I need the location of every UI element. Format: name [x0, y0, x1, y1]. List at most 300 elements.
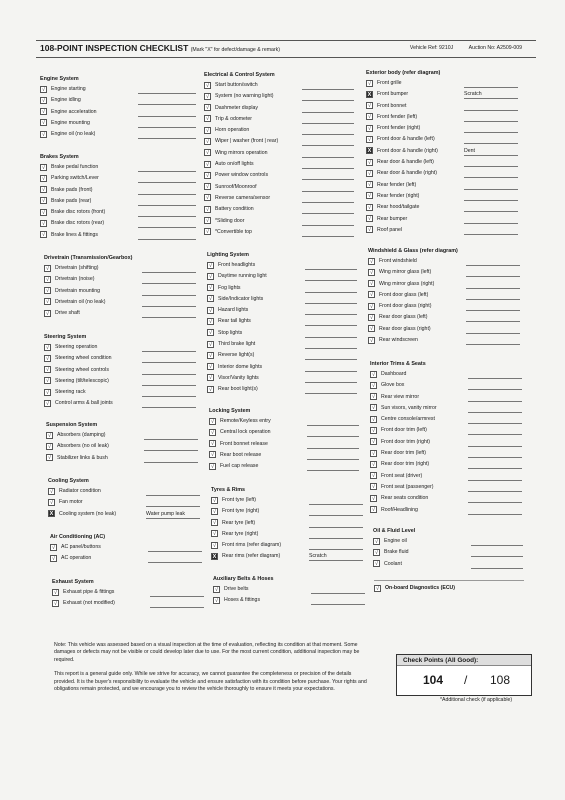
header-refs: [396, 45, 522, 51]
checkbox[interactable]: √: [212, 520, 217, 527]
checkbox[interactable]: √: [205, 195, 210, 202]
checklist-item-label: Remote/Keyless entry: [220, 418, 271, 424]
checklist-row: [366, 191, 518, 202]
checkbox[interactable]: √: [367, 125, 372, 132]
checkbox[interactable]: √: [41, 198, 46, 205]
checklist-title: [40, 43, 280, 53]
checkbox[interactable]: √: [208, 273, 213, 280]
checkbox[interactable]: √: [208, 364, 213, 371]
belts-section-title: Auxiliary Belts & Hoses: [213, 576, 274, 582]
checkbox[interactable]: √: [53, 589, 58, 596]
checklist-row: [368, 290, 520, 301]
checklist-item-label: Wing mirrors operation: [215, 149, 268, 156]
checklist-item-label: Front tyre (left): [222, 497, 257, 503]
checklist-item-label: Steering rack: [55, 389, 86, 396]
checklist-item-label: *Sliding door: [215, 217, 245, 224]
obd-checkbox[interactable]: √: [375, 585, 380, 592]
checklist-item-label: Roof panel: [377, 226, 403, 233]
remark-line: [142, 272, 196, 273]
checklist-item-label: Steering wheel controls: [55, 366, 109, 373]
checkbox[interactable]: √: [47, 455, 52, 462]
checkbox[interactable]: √: [45, 378, 50, 385]
checklist-item-label: Sun visors, vanity mirror: [381, 404, 437, 411]
remark-line: [468, 446, 522, 447]
checkbox[interactable]: √: [369, 281, 374, 288]
checklist-item-label: Radiator condition: [59, 488, 101, 494]
checklist-row: [40, 107, 196, 118]
auction-no: Auction No: A2509-009: [468, 45, 522, 51]
checkbox[interactable]: √: [41, 120, 46, 127]
remark-line: [302, 236, 354, 237]
checkbox[interactable]: √: [210, 429, 215, 436]
remark-line: [302, 213, 354, 214]
checklist-row: [366, 101, 518, 112]
checkbox[interactable]: √: [45, 310, 50, 317]
checkbox[interactable]: √: [367, 227, 372, 234]
checkbox[interactable]: √: [41, 232, 46, 239]
checkbox[interactable]: √: [371, 382, 376, 389]
checklist-item-label: Engine oil: [384, 538, 407, 544]
remark-line: [468, 491, 522, 492]
remark-line: [305, 314, 357, 315]
checklist-item-label: Fog lights: [218, 284, 241, 291]
checklist-row: [52, 598, 204, 609]
checkbox[interactable]: √: [371, 416, 376, 423]
checkbox[interactable]: √: [205, 116, 210, 123]
checklist-row: [204, 182, 354, 193]
checkbox[interactable]: √: [369, 258, 374, 265]
remark-line: [466, 321, 520, 322]
checkbox[interactable]: √: [371, 427, 376, 434]
inspection-note: Note: This vehicle was assessed based on a visual inspection at the time of evaluation, reflecting its condition at that moment. Some damages or defects may not be visible or could develop later due to use. For the most current condition, additional inspection may be required.: [54, 642, 360, 663]
checkbox[interactable]: √: [49, 499, 54, 506]
title-text: 108-POINT INSPECTION CHECKLIST: [40, 43, 189, 53]
section-drivetrain: [44, 253, 196, 319]
checklist-item-label: Side/Indicator lights: [218, 295, 264, 302]
checklist-item-label: AC operation: [61, 555, 92, 562]
checkbox[interactable]: √: [41, 175, 46, 182]
checklist-item-label: Front bonnet: [377, 102, 407, 109]
checklist-row: [211, 518, 363, 529]
checklist-row: [373, 559, 523, 570]
remark-line: [307, 425, 359, 426]
checkbox[interactable]: √: [371, 461, 376, 468]
checkbox[interactable]: √: [367, 204, 372, 211]
checklist-item-label: Cooling system (no leak): [59, 510, 117, 517]
checklist-row: [44, 342, 196, 353]
checkbox[interactable]: √: [208, 341, 213, 348]
title-subtitle: (Mark "X" for defect/damage & remark): [190, 47, 280, 53]
checkbox[interactable]: √: [208, 375, 213, 382]
checklist-row: [370, 414, 522, 425]
checkbox[interactable]: √: [51, 544, 56, 551]
remark-line: [309, 527, 363, 528]
checklist-row: [211, 506, 363, 517]
checklist-item-label: Control arms & ball joints: [55, 400, 113, 407]
checklist-row: [207, 305, 357, 316]
checklist-row: [370, 380, 522, 391]
checkbox[interactable]: √: [205, 218, 210, 225]
checkbox[interactable]: √: [41, 220, 46, 227]
checkbox[interactable]: √: [367, 170, 372, 177]
checkbox[interactable]: √: [41, 187, 46, 194]
checkbox[interactable]: √: [367, 80, 372, 87]
checkbox[interactable]: √: [208, 386, 213, 393]
checklist-item-label: Dashboard: [381, 371, 407, 377]
checklist-row: [209, 450, 359, 461]
remark-line: [309, 549, 363, 550]
checklist-item-label: Hazard lights: [218, 307, 249, 314]
checklist-item-label: AC panel/buttons: [61, 544, 101, 550]
checklist-item-label: Front bumper: [377, 91, 409, 98]
defect-checkbox[interactable]: X: [367, 148, 372, 155]
section-brakes-system: [40, 152, 196, 241]
checklist-row: [40, 84, 196, 95]
checklist-item-label: Front tyre (right): [222, 508, 260, 515]
checklist-item-label: Third brake light: [218, 341, 256, 348]
checklist-row: [209, 461, 359, 472]
checklist-item-label: Parking switch/Lever: [51, 175, 99, 182]
remark-line: [142, 306, 196, 307]
section-lighting-system: [207, 250, 357, 396]
checklist-row: [204, 216, 354, 227]
remark-line: [144, 439, 198, 440]
checkbox[interactable]: √: [367, 182, 372, 189]
checklist-row: [40, 218, 196, 229]
checklist-item-label: Front seat (driver): [381, 472, 423, 479]
checkbox[interactable]: √: [371, 394, 376, 401]
remark-line: [311, 593, 365, 594]
checklist-row: [370, 392, 522, 403]
remark-line: [464, 98, 518, 99]
checkbox[interactable]: √: [45, 276, 50, 283]
checklist-item-label: Rear tail lights: [218, 318, 251, 325]
checklist-row: [48, 509, 200, 520]
checkbox[interactable]: √: [205, 206, 210, 213]
checklist-row: [204, 148, 354, 159]
checklist-item-label: Rear windscreen: [379, 337, 418, 344]
checkbox[interactable]: √: [208, 307, 213, 314]
checklist-item-label: Rear fender (right): [377, 192, 420, 199]
checkbox[interactable]: √: [47, 432, 52, 439]
checklist-item-label: Wiper | washer (front | rear): [215, 138, 279, 145]
remark-text: Scratch: [464, 91, 482, 98]
checkbox[interactable]: √: [367, 159, 372, 166]
checkbox[interactable]: √: [371, 484, 376, 491]
remark-line: [138, 182, 196, 183]
checklist-item-label: Trip & odometer: [215, 115, 252, 122]
remark-line: [307, 436, 359, 437]
checklist-header: [36, 40, 536, 58]
remark-line: [468, 468, 522, 469]
checklist-item-label: Reverse light(s): [218, 352, 255, 359]
remark-line: [464, 155, 518, 156]
checkbox[interactable]: √: [205, 229, 210, 236]
checklist-item-label: Exhaust (not modified): [63, 600, 115, 607]
checklist-item-label: Front rims (refer diagram): [222, 542, 282, 549]
checkpoints-separator: /: [464, 673, 468, 687]
checkbox[interactable]: √: [367, 103, 372, 110]
checklist-row: [48, 497, 200, 508]
checkbox[interactable]: √: [51, 555, 56, 562]
remark-line: [468, 514, 522, 515]
checklist-item-label: Brake disc rotors (front): [51, 209, 106, 216]
checklist-row: [209, 427, 359, 438]
checklist-row: [368, 301, 520, 312]
defect-checkbox[interactable]: X: [367, 91, 372, 98]
checklist-item-label: Reverse camera/sensor: [215, 194, 271, 201]
checklist-row: [207, 373, 357, 384]
checkbox[interactable]: √: [41, 209, 46, 216]
checklist-item-label: Rear boot release: [220, 451, 262, 458]
brakes-section-title: Brakes System: [40, 154, 79, 160]
remark-line: [468, 457, 522, 458]
checklist-item-label: Drivetrain oil (no leak): [55, 298, 106, 305]
checklist-row: [366, 146, 518, 157]
checklist-item-label: Absorbers (damping): [57, 432, 106, 438]
checkbox[interactable]: √: [45, 344, 50, 351]
checkbox[interactable]: √: [45, 265, 50, 272]
checklist-item-label: Sunroof/Moonroof: [215, 183, 257, 190]
checkbox[interactable]: √: [374, 538, 379, 545]
checkbox[interactable]: √: [369, 292, 374, 299]
checkbox[interactable]: √: [212, 542, 217, 549]
checkbox[interactable]: √: [212, 497, 217, 504]
checklist-item-label: Rear door & handle (left): [377, 159, 434, 166]
checkbox[interactable]: √: [214, 586, 219, 593]
checkbox[interactable]: √: [205, 161, 210, 168]
remark-line: [302, 157, 354, 158]
remark-line: [307, 470, 359, 471]
section-exterior-body: [366, 68, 518, 236]
drivetrain-section-title: Drivetrain (Transmission/Gearbox): [44, 255, 133, 261]
checkbox[interactable]: √: [371, 405, 376, 412]
checklist-row: [44, 398, 196, 409]
checkbox[interactable]: √: [45, 288, 50, 295]
section-electrical-control: [204, 70, 354, 238]
checklist-row: [204, 125, 354, 136]
checkbox[interactable]: √: [208, 318, 213, 325]
remark-line: [302, 225, 354, 226]
section-suspension-system: [46, 420, 198, 464]
checklist-row: [366, 134, 518, 145]
remark-line: [302, 112, 354, 113]
checkbox[interactable]: √: [214, 597, 219, 604]
checklist-item-label: Rear tyre (right): [222, 530, 259, 537]
steering-section-title: Steering System: [44, 334, 87, 340]
remark-line: [302, 145, 354, 146]
remark-line: [309, 515, 363, 516]
checkbox[interactable]: √: [208, 296, 213, 303]
remark-line: [464, 110, 518, 111]
checklist-row: [204, 170, 354, 181]
checklist-row: [40, 162, 196, 173]
checklist-row: [368, 256, 520, 267]
checkbox[interactable]: √: [371, 507, 376, 514]
checklist-item-label: Interior dome lights: [218, 363, 263, 370]
checklist-row: [204, 193, 354, 204]
checklist-row: [209, 416, 359, 427]
section-locking-system: [209, 406, 359, 472]
remark-line: [468, 434, 522, 435]
checkbox[interactable]: √: [374, 549, 379, 556]
checkbox[interactable]: √: [367, 136, 372, 143]
section-obd: [374, 580, 524, 597]
checkbox[interactable]: √: [45, 400, 50, 407]
checkbox[interactable]: √: [208, 330, 213, 337]
checkbox[interactable]: √: [371, 371, 376, 378]
checkbox[interactable]: √: [369, 337, 374, 344]
checkbox[interactable]: √: [212, 531, 217, 538]
remark-line: [307, 448, 359, 449]
checkbox[interactable]: √: [371, 439, 376, 446]
checkbox[interactable]: √: [371, 450, 376, 457]
remark-line: [305, 292, 357, 293]
remark-line: [309, 504, 363, 505]
locking-section-title: Locking System: [209, 408, 251, 414]
inspection-disclaimer: This report is a general guide only. While we strive for accuracy, we cannot guarantee the completeness or precision of the details provided. It is the buyer's responsibility to evaluate the vehicle and ensure satisfaction with its condition before purchase. Your rights and obligations remain protected, and we encourage you to review the vehicle thoroughly to ensure it meets your expectations.: [54, 671, 367, 693]
checklist-row: [370, 471, 522, 482]
remark-line: [142, 317, 196, 318]
checkbox[interactable]: √: [367, 114, 372, 121]
checkbox[interactable]: √: [205, 184, 210, 191]
checklist-row: [40, 185, 196, 196]
remark-line: [138, 93, 196, 94]
checklist-row: [366, 123, 518, 134]
checklist-row: [40, 230, 196, 241]
checkbox[interactable]: √: [41, 164, 46, 171]
section-exhaust-system: [52, 577, 204, 610]
checklist-item-label: Daytime running light: [218, 273, 267, 280]
remark-line: [138, 127, 196, 128]
checklist-row: [373, 536, 523, 547]
checklist-row: [370, 425, 522, 436]
checkbox[interactable]: √: [208, 352, 213, 359]
checkbox[interactable]: √: [210, 441, 215, 448]
remark-line: [142, 295, 196, 296]
checklist-item-label: Auto on/off lights: [215, 161, 254, 168]
checkbox[interactable]: √: [369, 314, 374, 321]
defect-checkbox[interactable]: X: [49, 511, 54, 518]
windshield-section-title: Windshield & Glass (refer diagram): [368, 248, 458, 254]
section-engine-system: [40, 74, 196, 140]
checkbox[interactable]: √: [45, 367, 50, 374]
checkbox[interactable]: √: [41, 97, 46, 104]
remark-line: [466, 333, 520, 334]
checkbox[interactable]: √: [205, 138, 210, 145]
remark-line: [138, 171, 196, 172]
remark-text: Dent: [464, 147, 475, 154]
section-oil-fluid-level: [373, 526, 523, 570]
checklist-item-label: Front seat (passenger): [381, 483, 434, 490]
checkbox[interactable]: √: [45, 355, 50, 362]
remark-line: [464, 177, 518, 178]
checklist-row: [207, 260, 357, 271]
checkbox[interactable]: √: [369, 269, 374, 276]
remark-line: [142, 385, 196, 386]
remark-line: [142, 351, 196, 352]
remark-line: [464, 121, 518, 122]
remark-text: Scratch: [309, 553, 327, 560]
checklist-item-label: Rear tyre (left): [222, 519, 256, 526]
checklist-row: [48, 486, 200, 497]
checkbox[interactable]: √: [367, 216, 372, 223]
checkbox[interactable]: √: [367, 193, 372, 200]
checkbox[interactable]: √: [371, 473, 376, 480]
checkbox[interactable]: √: [41, 109, 46, 116]
checkbox[interactable]: √: [45, 299, 50, 306]
checkbox[interactable]: √: [208, 285, 213, 292]
checklist-row: [44, 387, 196, 398]
checkbox[interactable]: √: [210, 463, 215, 470]
checklist-row: [211, 551, 363, 562]
checkbox[interactable]: √: [369, 303, 374, 310]
checklist-row: [44, 286, 196, 297]
checkbox[interactable]: √: [205, 82, 210, 89]
cooling-section-title: Cooling System: [48, 478, 89, 484]
checkbox[interactable]: √: [369, 326, 374, 333]
remark-line: [305, 382, 357, 383]
checklist-row: [366, 225, 518, 236]
checkbox[interactable]: √: [47, 443, 52, 450]
checklist-row: [370, 437, 522, 448]
remark-line: [142, 374, 196, 375]
checklist-item-label: Rear rims (refer diagram): [222, 553, 281, 560]
checkbox[interactable]: √: [205, 93, 210, 100]
checklist-item-label: Exhaust pipe & fittings: [63, 589, 115, 595]
checkbox[interactable]: √: [212, 508, 217, 515]
checklist-item-label: Rear fender (left): [377, 181, 417, 188]
remark-line: [302, 191, 354, 192]
remark-line: [309, 538, 363, 539]
checkbox[interactable]: √: [41, 86, 46, 93]
remark-line: [471, 568, 523, 569]
remark-line: [148, 551, 202, 552]
checklist-row: [204, 204, 354, 215]
checkbox[interactable]: √: [41, 131, 46, 138]
remark-line: [464, 200, 518, 201]
checkbox[interactable]: √: [49, 488, 54, 495]
checkbox[interactable]: √: [374, 561, 379, 568]
checkbox[interactable]: √: [210, 418, 215, 425]
checklist-item-label: Rear door trim (left): [381, 450, 426, 457]
checklist-row: [366, 78, 518, 89]
remark-line: [468, 423, 522, 424]
checkbox[interactable]: √: [210, 452, 215, 459]
checklist-item-label: Battery condition: [215, 206, 254, 213]
checkbox[interactable]: √: [371, 495, 376, 502]
checklist-item-label: Steering (tilt/telescopic): [55, 377, 109, 384]
checkbox[interactable]: √: [205, 150, 210, 157]
checkbox[interactable]: √: [205, 172, 210, 179]
remark-line: [464, 234, 518, 235]
checklist-row: [46, 441, 198, 452]
checkbox[interactable]: √: [45, 389, 50, 396]
remark-line: [138, 116, 196, 117]
defect-checkbox[interactable]: X: [212, 553, 217, 560]
remark-line: [138, 227, 196, 228]
remark-line: [138, 194, 196, 195]
checklist-row: [366, 168, 518, 179]
checkbox[interactable]: √: [208, 262, 213, 269]
checkbox[interactable]: √: [205, 105, 210, 112]
checklist-row: [46, 453, 198, 464]
remark-line: [305, 359, 357, 360]
checkbox[interactable]: √: [53, 600, 58, 607]
checklist-row: [368, 324, 520, 335]
checklist-row: [207, 350, 357, 361]
checkbox[interactable]: √: [205, 127, 210, 134]
